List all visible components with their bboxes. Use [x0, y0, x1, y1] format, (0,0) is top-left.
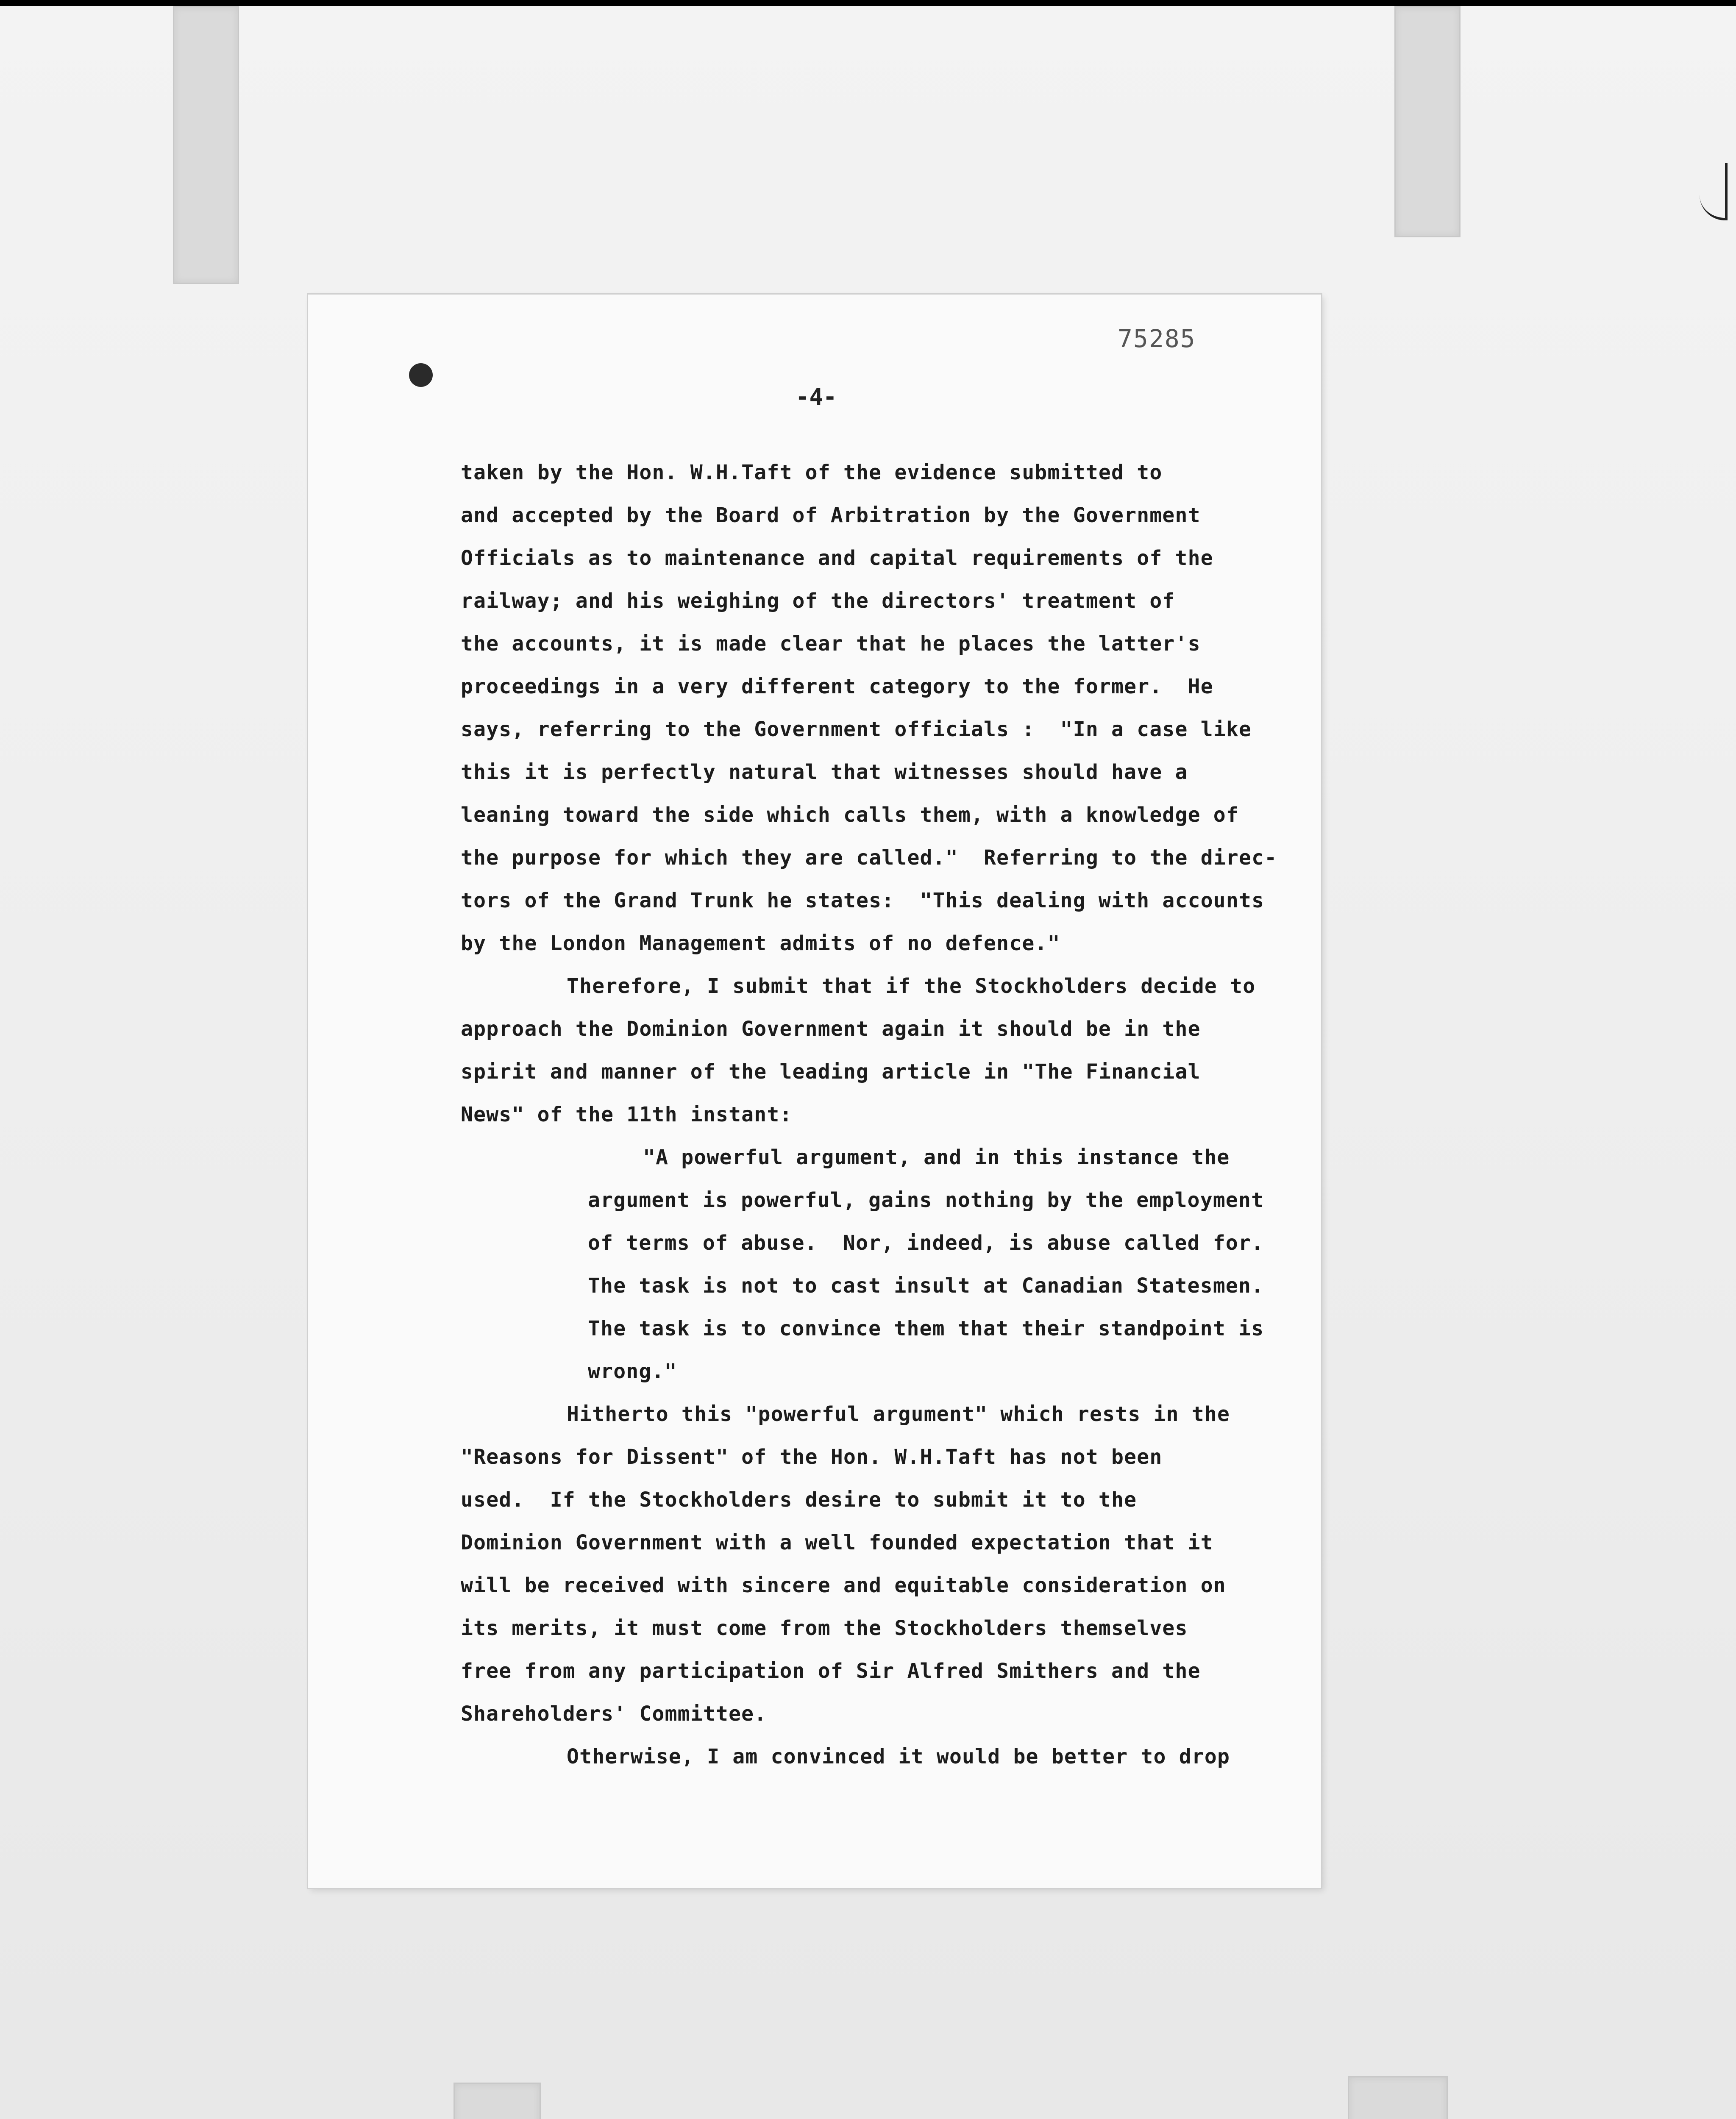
quote-line: of terms of abuse. Nor, indeed, is abuse called for. — [588, 1231, 1264, 1255]
quote-line: The task is not to cast insult at Canadian Statesmen. — [588, 1274, 1264, 1298]
tape-strip — [173, 6, 239, 284]
text-line: tors of the Grand Trunk he states: "This dealing with accounts — [461, 889, 1265, 912]
text-line: will be received with sincere and equitable consideration on — [461, 1574, 1226, 1597]
quote-line: "A powerful argument, and in this instance the — [643, 1146, 1230, 1169]
document-number: 75285 — [1118, 324, 1196, 353]
text-line: railway; and his weighing of the directors' treatment of — [461, 589, 1175, 613]
tape-strip — [453, 2083, 541, 2119]
body-text — [461, 451, 1308, 1778]
text-line: spirit and manner of the leading article in "The Financial — [461, 1060, 1201, 1084]
text-line: free from any participation of Sir Alfred Smithers and the — [461, 1659, 1201, 1683]
page-number: -4- — [796, 384, 837, 410]
tape-strip — [1348, 2076, 1448, 2119]
top-border — [0, 0, 1736, 6]
text-line: used. If the Stockholders desire to submit it to the — [461, 1488, 1137, 1512]
text-line: Officials as to maintenance and capital requirements of the — [461, 546, 1213, 570]
text-line: "Reasons for Dissent" of the Hon. W.H.Taft has not been — [461, 1445, 1163, 1469]
quote-line: wrong." — [588, 1360, 677, 1383]
text-line: Shareholders' Committee. — [461, 1702, 767, 1726]
text-line: Hitherto this "powerful argument" which rests in the — [567, 1402, 1230, 1426]
text-line: taken by the Hon. W.H.Taft of the evidence submitted to — [461, 461, 1163, 484]
text-line: leaning toward the side which calls them, with a knowledge of — [461, 803, 1239, 827]
text-line: approach the Dominion Government again it should be in the — [461, 1017, 1201, 1041]
text-line: and accepted by the Board of Arbitration by the Government — [461, 503, 1201, 527]
document-page — [308, 295, 1321, 1888]
text-line: by the London Management admits of no defence." — [461, 932, 1060, 955]
tape-strip — [1394, 6, 1461, 237]
corner-mark — [1700, 163, 1728, 220]
quote-line: argument is powerful, gains nothing by the employment — [588, 1188, 1264, 1212]
text-line: Therefore, I submit that if the Stockholders decide to — [567, 974, 1256, 998]
text-line: says, referring to the Government officials : "In a case like — [461, 717, 1252, 741]
punch-hole — [409, 363, 433, 387]
text-line: the accounts, it is made clear that he places the latter's — [461, 632, 1201, 656]
text-line: Dominion Government with a well founded expectation that it — [461, 1531, 1213, 1554]
text-line: the purpose for which they are called." Referring to the direc- — [461, 846, 1277, 870]
text-line: proceedings in a very different category to the former. He — [461, 675, 1213, 698]
text-line: News" of the 11th instant: — [461, 1103, 793, 1126]
text-line: this it is perfectly natural that witnesses should have a — [461, 760, 1188, 784]
quote-line: The task is to convince them that their standpoint is — [588, 1317, 1264, 1340]
text-line: Otherwise, I am convinced it would be better to drop — [567, 1745, 1230, 1769]
text-line: its merits, it must come from the Stockholders themselves — [461, 1616, 1188, 1640]
